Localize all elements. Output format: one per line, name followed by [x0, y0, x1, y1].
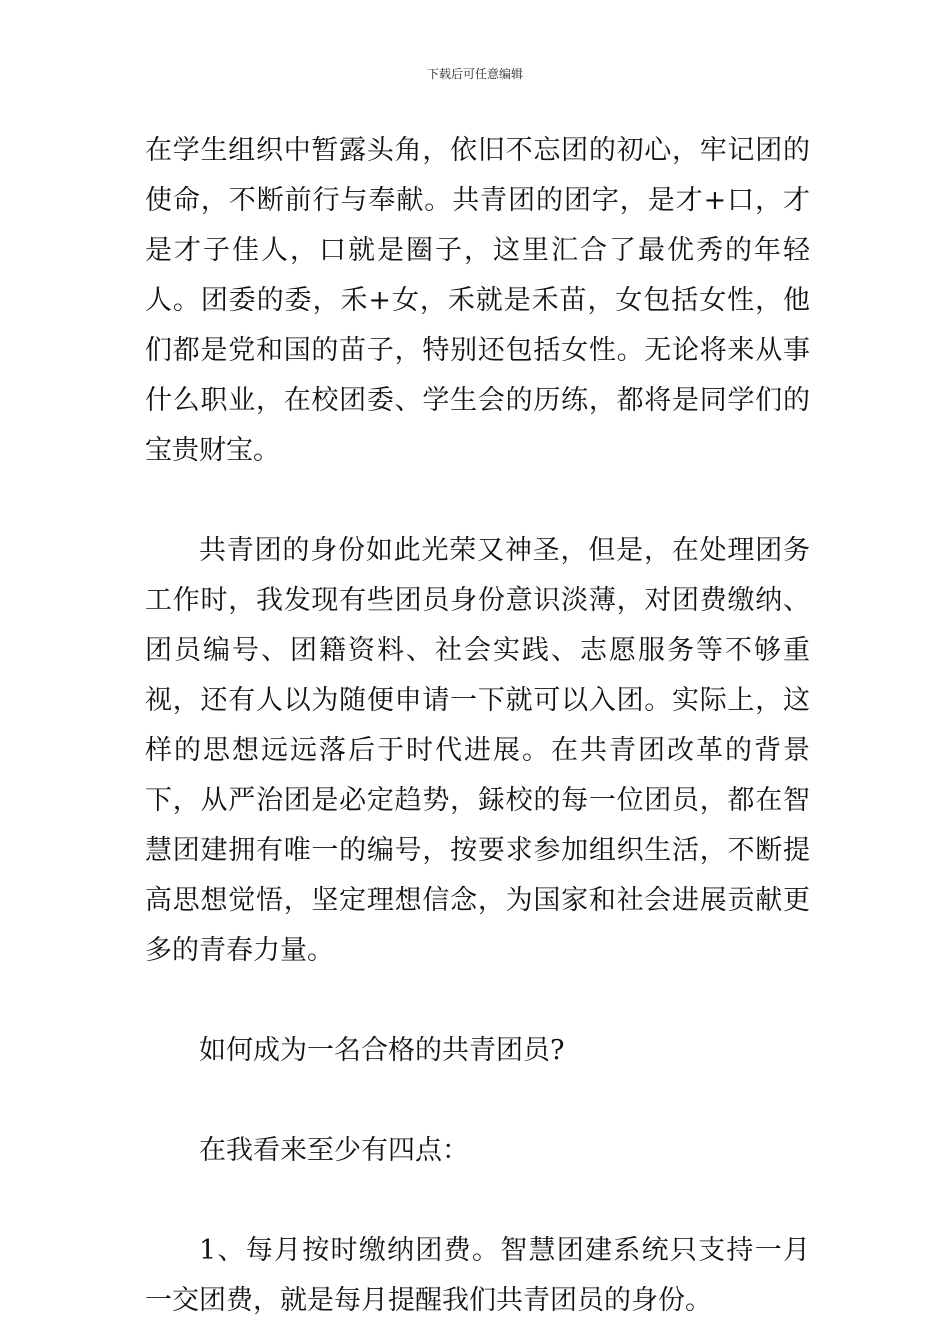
paragraph-4: 在我看来至少有四点： — [199, 1135, 469, 1166]
document-body — [145, 126, 810, 1326]
paragraph-5: 1、每月按时缴纳团费。智慧团建系统只支持一月一交团费，就是每月提醒我们共青团员的身份。 — [145, 1235, 810, 1316]
header-note: 下载后可任意编辑 — [426, 67, 523, 81]
paragraph-3: 如何成为一名合格的共青团员? — [199, 1035, 565, 1066]
paragraph-2: 共青团的身份如此光荣又神圣，但是，在处理团务工作时，我发现有些团员身份意识淡薄，对团费缴纳、团员编号、团籍资料、社会实践、志愿服务等不够重视，还有人以为随便申请一下就可以入团。实际上，这样的思想远远落后于时代进展。在共青团改革的背景下，从严治团是必定趋势，銾校的每一位团员，都在智慧团建拥有唯一的编号，按要求参加组织生活，不断提高思想觉悟，坚定理想信念，为国家和社会进展贡献更多的青春力量。 — [145, 535, 810, 966]
paragraph-1: 在学生组织中暂露头角，依旧不忘团的初心，牢记团的使命，不断前行与奉献。共青团的团字，是才+口，才是才子佳人，口就是圈子，这里汇合了最优秀的年轻人。团委的委，禾+女，禾就是禾苗，女包括女性，他们都是党和国的苗子，特别还包括女性。无论将来从事什么职业，在校团委、学生会的历练，都将是同学们的宝贵财宝。 — [145, 135, 810, 466]
